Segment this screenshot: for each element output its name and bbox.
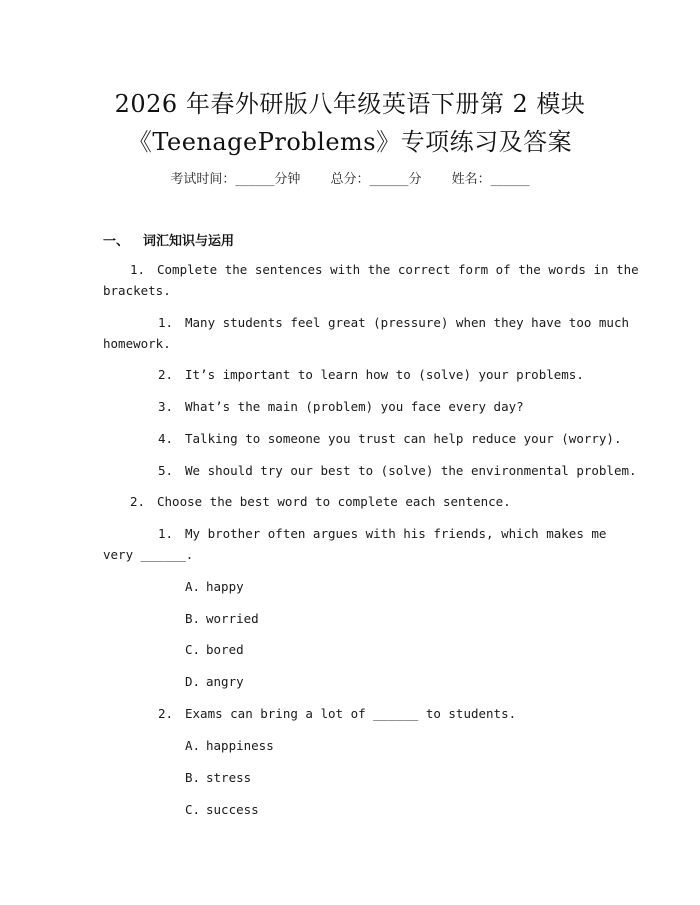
question-2-number: 2. bbox=[130, 494, 146, 509]
q2-item-2-option-b bbox=[185, 770, 251, 785]
q1-item-2-number: 2. bbox=[158, 367, 174, 382]
q2-item-2 bbox=[158, 706, 516, 721]
page-title-line-1: 2026 年春外研版八年级英语下册第 2 模块 bbox=[114, 90, 586, 118]
option-text: worried bbox=[206, 611, 259, 626]
q1-item-3 bbox=[158, 399, 524, 414]
q1-item-4-text: Talking to someone you trust can help reduce your (worry). bbox=[185, 431, 622, 446]
total-score-label: 总分：______分 bbox=[330, 172, 422, 187]
option-text: success bbox=[206, 802, 259, 817]
q1-item-1-number: 1. bbox=[158, 315, 174, 330]
q1-item-4-number: 4. bbox=[158, 431, 174, 446]
q2-item-2-number: 2. bbox=[158, 706, 174, 721]
question-1-prompt-continued: brackets. bbox=[103, 283, 171, 298]
exam-meta bbox=[0, 168, 700, 187]
q2-item-2-text: Exams can bring a lot of ______ to students. bbox=[185, 706, 517, 721]
q1-item-5 bbox=[158, 463, 637, 478]
question-2-prompt-text: Choose the best word to complete each sentence. bbox=[157, 494, 511, 509]
q2-item-2-option-c bbox=[185, 802, 259, 817]
q2-item-1 bbox=[158, 526, 606, 541]
option-letter: C. bbox=[185, 642, 201, 657]
q1-item-2-text: It’s important to learn how to (solve) your problems. bbox=[185, 367, 584, 382]
question-2-prompt bbox=[130, 494, 511, 509]
option-letter: B. bbox=[185, 611, 201, 626]
q1-item-4 bbox=[158, 431, 622, 446]
q1-item-1-text: Many students feel great (pressure) when they have too much bbox=[185, 315, 630, 330]
q2-item-1-number: 1. bbox=[158, 526, 174, 541]
option-letter: A. bbox=[185, 579, 201, 594]
option-text: stress bbox=[206, 770, 252, 785]
option-letter: B. bbox=[185, 770, 201, 785]
q1-item-3-text: What’s the main (problem) you face every day? bbox=[185, 399, 524, 414]
option-text: angry bbox=[206, 674, 244, 689]
q1-item-1-continued: homework. bbox=[103, 336, 171, 351]
option-letter: A. bbox=[185, 738, 201, 753]
q1-item-5-number: 5. bbox=[158, 463, 174, 478]
q2-item-1-option-b bbox=[185, 611, 259, 626]
exam-time-label: 考试时间：______分钟 bbox=[170, 172, 301, 187]
q2-item-1-option-d bbox=[185, 674, 244, 689]
question-1-number: 1. bbox=[130, 262, 146, 277]
option-text: happy bbox=[206, 579, 244, 594]
option-letter: D. bbox=[185, 674, 201, 689]
q2-item-1-text: My brother often argues with his friends, which makes me bbox=[185, 526, 607, 541]
section-heading bbox=[103, 230, 234, 249]
section-number: 一、 bbox=[103, 234, 130, 249]
page-title-line-2: 《TeenageProblems》专项练习及答案 bbox=[127, 128, 573, 156]
q1-item-3-number: 3. bbox=[158, 399, 174, 414]
q2-item-1-option-a bbox=[185, 579, 244, 594]
q2-item-1-continued: very ______. bbox=[103, 547, 194, 562]
section-title: 词汇知识与运用 bbox=[143, 234, 235, 249]
q1-item-2 bbox=[158, 367, 584, 382]
question-1-prompt bbox=[130, 262, 639, 277]
q1-item-1 bbox=[158, 315, 629, 330]
option-letter: C. bbox=[185, 802, 201, 817]
option-text: bored bbox=[206, 642, 244, 657]
option-text: happiness bbox=[206, 738, 274, 753]
q2-item-1-option-c bbox=[185, 642, 244, 657]
question-1-prompt-text: Complete the sentences with the correct form of the words in the bbox=[157, 262, 639, 277]
q2-item-2-option-a bbox=[185, 738, 274, 753]
student-name-label: 姓名：______ bbox=[451, 172, 530, 187]
q1-item-5-text: We should try our best to (solve) the environmental problem. bbox=[185, 463, 637, 478]
